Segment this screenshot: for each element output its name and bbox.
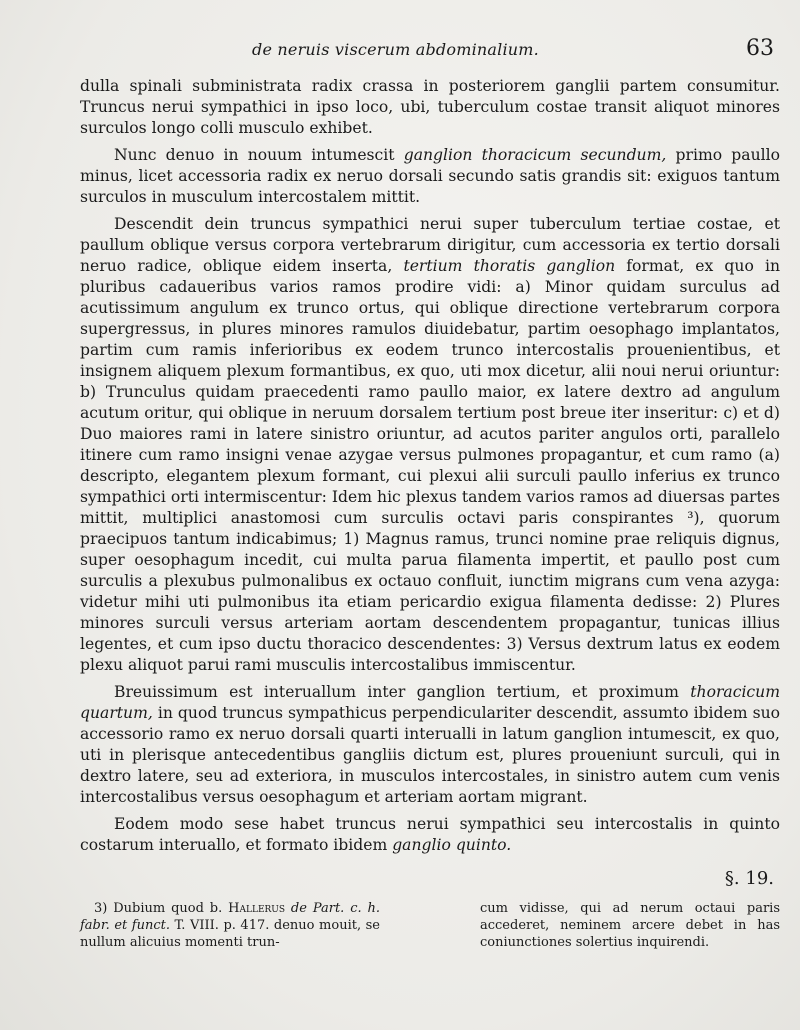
text-run: dulla spinali subministrata radix crassa in posteriorem ganglii partem consumitur. Truncus nerui sympathici in ipso loco, ubi, tuberculum costae transit aliquot minores surculos longo colli musculo exhibet. [80, 77, 780, 137]
body-text [80, 76, 780, 862]
footnote-text: 3) Dubium quod b. [94, 901, 229, 916]
text-run: format, ex quo in pluribus cadaueribus varios ramos prodire vidi: a) Minor quidam surculus ad acutissimum angulum ex trunco ortus, qui oblique directione vertebrarum corpora supergressus, in plures minores ramulos diuidebatur, partim oesophago implantatos, partim cum ramis inferioribus ex eodem trunco intercostalis prouenientibus, et insignem aliquem plexum formantibus, ex quo, uti mox dicetur, alii noui nerui oriuntur: b) Trunculus quidam praecedenti ramo paullo maior, ex latere dextro ad angulum acutum oritur, qui oblique in neruum dorsalem tertium post breue iter inseritur: c) et d) Duo maiores rami in latere sinistro oriuntur, ad acutos pariter angulos orti, parallelo itinere cum ramo insigni venae azygae versus pulmones propagantur, et cum ramo (a) descripto, elegantem plexum formant, cui plexui alii surculi paullo inferius ex trunco sympathici orti intermiscentur: Idem hic plexus tandem varios ramos ad diuersas partes mittit, multiplici anastomosi cum surculis octavi paris conspirantes ³), quorum praecipuos tantum indicabimus; 1) Magnus ramus, trunci nomine prae reliquis dignus, super oesophagum incedit, cui multa parua filamenta impertit, et paullo post cum surculis a plexubus pulmonalibus ex octauo confluit, iunctim migrans cum vena azyga: videtur mihi uti pulmonibus ita etiam pericardio exigua filamenta dedisse: 2) Plures minores surculi versus arteriam aortam descendentem propagantur, tunicas illius legentes, et cum ipso ductu thoracico descendentes: 3) Versus dextrum latus ex eodem plexu aliquot parui rami musculis intercostalibus immiscentur. [80, 257, 780, 674]
paragraph [80, 145, 780, 208]
text-run: Breuissimum est interuallum inter ganglion tertium, et proximum [114, 683, 691, 701]
paragraph [80, 76, 780, 139]
page-number: 63 [746, 36, 774, 61]
text-run: Nunc denuo in nouum intumescit [114, 146, 404, 164]
footnote-left-column [80, 900, 380, 951]
text-run: in quod truncus sympathicus perpendiculariter descendit, assumto ibidem suo accessorio ramo ex neruo dorsali quarti interualli in latum ganglion intumescit, ex quo, uti in plerisque antecedentibus gangliis dictum est, plures proueniunt surculi, qui in dextro latere, seu ad exteriora, in musculos intercostales, in sinistro autem cum venis intercostalibus versus oesophagum et arteriam aortam migrant. [80, 704, 780, 806]
footnotes [80, 900, 780, 951]
italic-term: ganglion thoracicum secundum, [403, 146, 667, 164]
text-run: Eodem modo sese habet truncus nerui sympathici seu intercostalis in quinto costarum interuallo, et formato ibidem [80, 815, 780, 854]
author-name: Hallerus [228, 901, 286, 916]
italic-term: thoracicum quartum, [80, 683, 780, 722]
italic-term: tertium thoratis ganglion [403, 257, 616, 275]
paragraph [80, 814, 780, 856]
page-header [0, 36, 800, 64]
text-run: primo paullo minus, licet accessoria radix ex neruo dorsali secundo satis grandis sit: exiguos tantum surculos in musculum intercostalem mittit. [80, 146, 780, 206]
text-run: Descendit dein truncus sympathici nerui super tuberculum tertiae costae, et paullum oblique versus corpora vertebrarum dirigitur, cum accessoria ex tertio dorsali neruo radice, oblique eidem inserta, [80, 215, 780, 275]
footnote-right-column: cum vidisse, qui ad nerum octaui paris accederet, neminem arcere debet in has coniunctiones solertius inquirendi. [480, 901, 780, 950]
italic-term: ganglio quinto. [392, 836, 512, 854]
paragraph [80, 682, 780, 808]
section-mark: §. 19. [724, 868, 774, 889]
work-title: de Part. c. h. fabr. et funct. [80, 901, 380, 933]
footnote-text: T. VIII. p. 417. denuo mouit, se nullum alicuius momenti trun- [80, 918, 380, 950]
paragraph [80, 214, 780, 676]
running-title: de neruis viscerum abdominalium. [252, 40, 539, 59]
